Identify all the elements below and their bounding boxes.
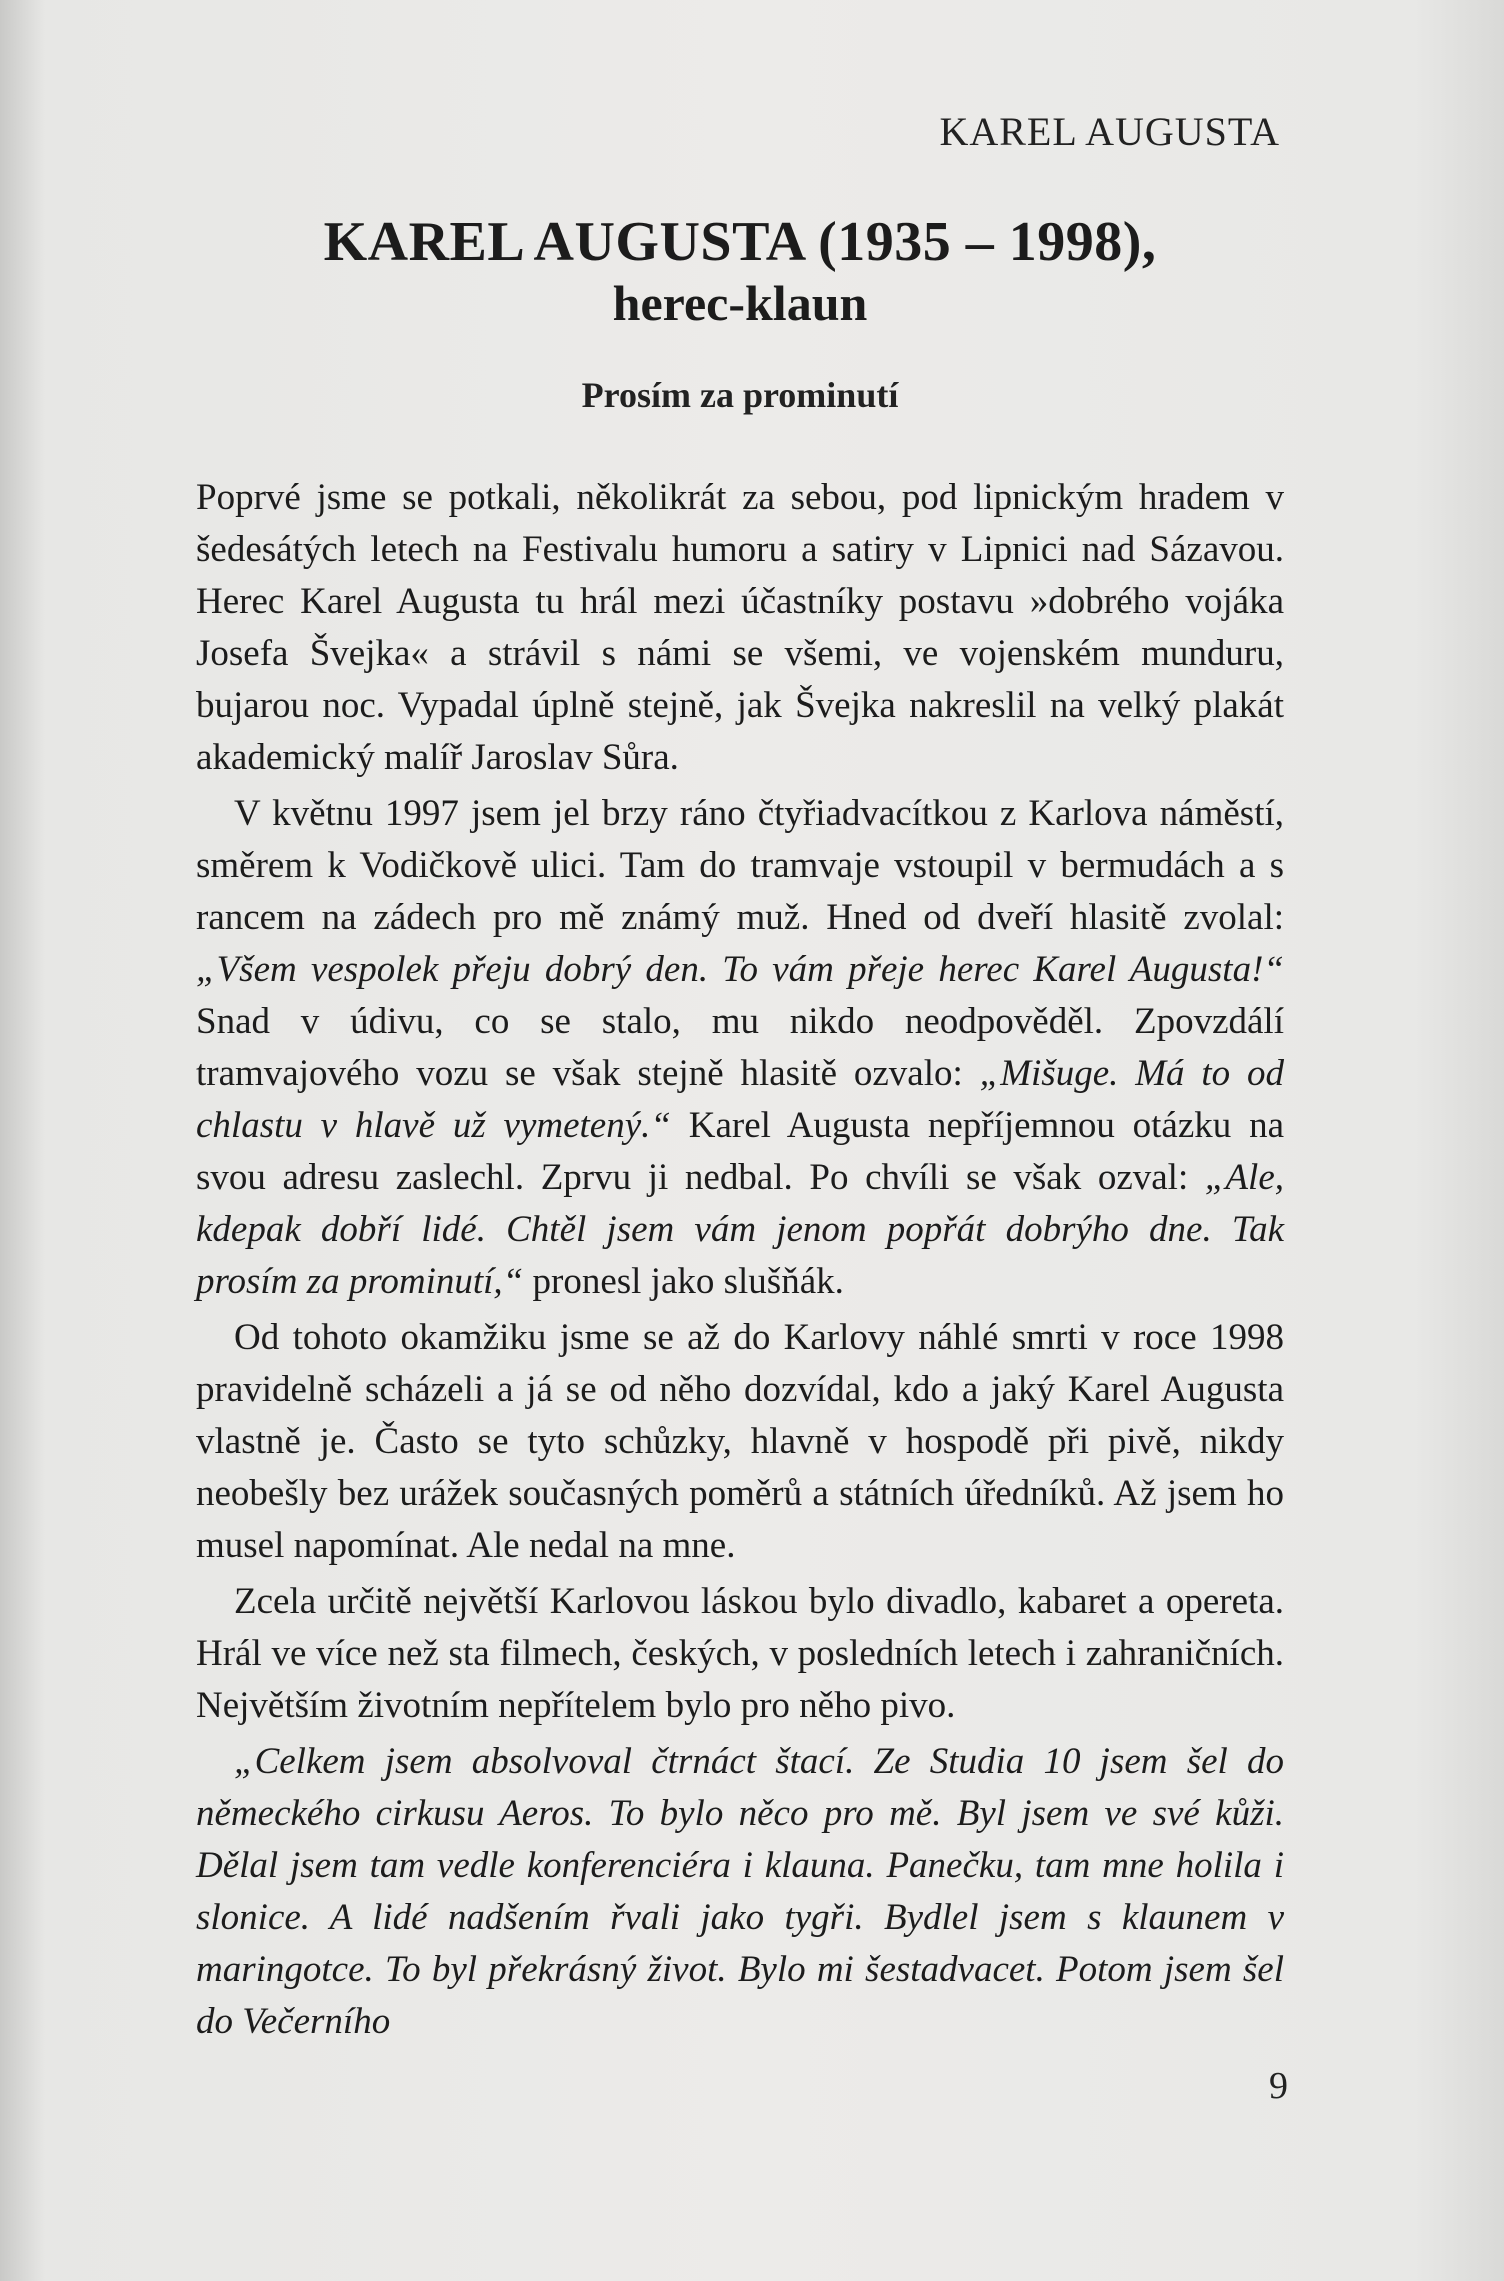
quote-text: „Ale, kdepak dobří lidé. Chtěl jsem vám jenom popřát dobrýho dne. Tak prosím za prominutí,“ [196, 1157, 1284, 1302]
chapter-title-line2: herec-klaun [612, 275, 868, 331]
page-number: 9 [1269, 2065, 1288, 2107]
chapter-subtitle: Prosím za prominutí [581, 375, 899, 415]
quote-text: „Celkem jsem absolvoval čtrnáct štací. Ze Studia 10 jsem šel do německého cirkusu Aeros. To bylo něco pro mě. Byl jsem ve své kůži. Dělal jsem tam vedle konferenciéra i klauna. Panečku, tam mne holila i slonice. A lidé nadšením řvali jako tygři. Bydlel jsem s klaunem v maringotce. To byl překrásný život. Bylo mi šestadvacet. Potom jsem šel do Večerního [196, 1741, 1284, 2042]
paragraph-text: Od tohoto okamžiku jsme se až do Karlovy náhlé smrti v roce 1998 pravidelně scházeli a já se od něho dozvídal, kdo a jaký Karel Augusta vlastně je. Často se tyto schůzky, hlavně v hospodě při pivě, nikdy neobešly bez urážek současných poměrů a státních úředníků. Až jsem ho musel napomínat. Ale nedal na mne. [196, 1317, 1284, 1566]
paragraph-text: Poprvé jsme se potkali, několikrát za sebou, pod lipnickým hradem v šedesátých letech na Festivalu humoru a satiry v Lipnici nad Sázavou. Herec Karel Augusta tu hrál mezi účastníky postavu »dobrého vojáka Josefa Švejka« a strávil s námi se všemi, ve vojenském munduru, bujarou noc. Vypadal úplně stejně, jak Švejka nakreslil na velký plakát akademický malíř Jaroslav Sůra. [196, 477, 1284, 778]
paragraph-2 [196, 788, 1284, 1308]
chapter-title [196, 210, 1284, 332]
paragraph-text: Zcela určitě největší Karlovou láskou bylo divadlo, kabaret a opereta. Hrál ve více než sta filmech, českých, v posledních letech i zahraničních. Největším životním nepřítelem bylo pro něho pivo. [196, 1581, 1284, 1726]
paragraph-5 [196, 1736, 1284, 2048]
paragraph-4 [196, 1576, 1284, 1732]
paragraph-text: Snad v údivu, co se stalo, mu nikdo neodpověděl. Zpovzdálí tramvajového vozu se však stejně hlasitě ozvalo: [196, 1001, 1284, 1094]
chapter-title-line1: KAREL AUGUSTA (1935 – 1998), [323, 211, 1157, 273]
quote-text: „Mišuge. Má to od chlastu v hlavě už vymetený.“ [196, 1053, 1284, 1146]
paragraph-3 [196, 1312, 1284, 1572]
paragraph-1 [196, 472, 1284, 784]
paragraph-text: Karel Augusta nepříjemnou otázku na svou adresu zaslechl. Zprvu ji nedbal. Po chvíli se však ozval: [196, 1105, 1284, 1198]
body-text [196, 472, 1284, 2052]
running-head: KAREL AUGUSTA [939, 109, 1280, 154]
quote-text: „Všem vespolek přeju dobrý den. To vám přeje herec Karel Augusta!“ [196, 949, 1284, 990]
paragraph-text: V květnu 1997 jsem jel brzy ráno čtyřiadvacítkou z Karlova náměstí, směrem k Vodičkově ulici. Tam do tramvaje vstoupil v bermudách a s rancem na zádech pro mě známý muž. Hned od dveří hlasitě zvolal: [196, 793, 1284, 938]
paragraph-text: pronesl jako slušňák. [523, 1261, 844, 1302]
